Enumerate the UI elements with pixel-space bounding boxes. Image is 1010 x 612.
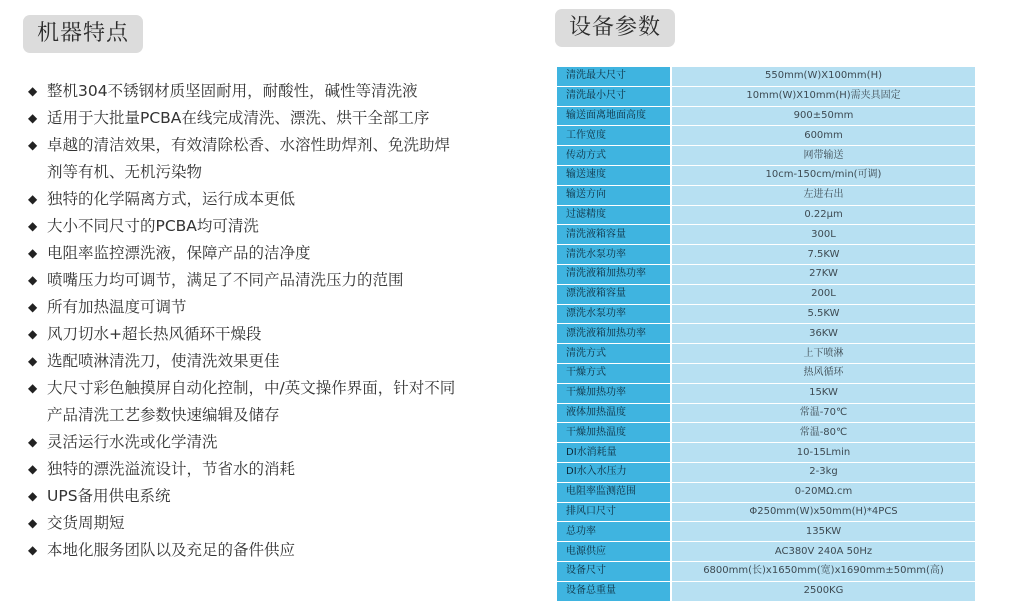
param-value: 27KW: [671, 264, 975, 284]
param-value: 10mm(W)X10mm(H)需夹具固定: [671, 86, 975, 106]
param-label: 排风口尺寸: [557, 502, 671, 522]
diamond-bullet-icon: ◆: [28, 489, 38, 503]
param-label: 电源供应: [557, 542, 671, 562]
param-row: [557, 462, 975, 482]
param-value: 200L: [671, 284, 975, 304]
param-label: 输送面离地面高度: [557, 106, 671, 126]
diamond-bullet-icon: ◆: [28, 246, 38, 260]
param-label: 清洗最大尺寸: [557, 67, 671, 86]
feature-item: [28, 78, 518, 105]
features-section-title: 机器特点: [23, 15, 143, 53]
param-label: 漂洗水泵功率: [557, 304, 671, 324]
param-value: 2500KG: [671, 581, 975, 601]
param-row: [557, 86, 975, 106]
feature-text: 电阻率监控漂洗液，保障产品的洁净度: [47, 244, 311, 262]
param-row: [557, 67, 975, 86]
feature-text: 交货周期短: [47, 514, 125, 532]
feature-text: 产品清洗工艺参数快速编辑及储存: [47, 406, 280, 424]
param-row: [557, 581, 975, 601]
param-value: 600mm: [671, 126, 975, 146]
param-value: 0-20MΩ.cm: [671, 482, 975, 502]
feature-item: [28, 483, 518, 510]
param-value: 0.22μm: [671, 205, 975, 225]
param-row: [557, 126, 975, 146]
feature-text: 适用于大批量PCBA在线完成清洗、漂洗、烘干全部工序: [47, 109, 430, 127]
param-label: 干燥方式: [557, 363, 671, 383]
feature-text: UPS备用供电系统: [47, 487, 171, 505]
param-row: [557, 423, 975, 443]
feature-item: [28, 159, 518, 186]
params-section-title: 设备参数: [555, 9, 675, 47]
param-value: 上下喷淋: [671, 344, 975, 364]
param-label: 液体加热温度: [557, 403, 671, 423]
param-row: [557, 264, 975, 284]
feature-text: 剂等有机、无机污染物: [47, 163, 203, 181]
param-row: [557, 304, 975, 324]
diamond-bullet-icon: ◆: [28, 219, 38, 233]
param-label: 传动方式: [557, 146, 671, 166]
param-label: DI水消耗量: [557, 443, 671, 463]
param-row: [557, 165, 975, 185]
feature-item: [28, 132, 518, 159]
param-label: 工作宽度: [557, 126, 671, 146]
feature-text: 本地化服务团队以及充足的备件供应: [47, 541, 296, 559]
param-row: [557, 561, 975, 581]
param-row: [557, 106, 975, 126]
diamond-bullet-icon: ◆: [28, 138, 38, 152]
diamond-bullet-icon: ◆: [28, 300, 38, 314]
feature-item: [28, 537, 518, 564]
param-value: 常温-80℃: [671, 423, 975, 443]
param-label: 过滤精度: [557, 205, 671, 225]
param-label: 漂洗液箱容量: [557, 284, 671, 304]
feature-text: 大尺寸彩色触摸屏自动化控制，中/英文操作界面，针对不同: [47, 379, 456, 397]
feature-item: [28, 213, 518, 240]
feature-item: [28, 186, 518, 213]
param-value: 550mm(W)X100mm(H): [671, 67, 975, 86]
param-label: 清洗水泵功率: [557, 245, 671, 265]
param-value: 5.5KW: [671, 304, 975, 324]
param-label: 干燥加热温度: [557, 423, 671, 443]
diamond-bullet-icon: ◆: [28, 543, 38, 557]
param-label: 设备尺寸: [557, 561, 671, 581]
diamond-bullet-icon: ◆: [28, 111, 38, 125]
param-row: [557, 502, 975, 522]
param-value: 300L: [671, 225, 975, 245]
param-value: 热风循环: [671, 363, 975, 383]
feature-item: [28, 348, 518, 375]
param-value: 常温-70℃: [671, 403, 975, 423]
feature-item: [28, 240, 518, 267]
param-row: [557, 225, 975, 245]
param-label: 清洗液箱加热功率: [557, 264, 671, 284]
diamond-bullet-icon: ◆: [28, 327, 38, 341]
param-row: [557, 542, 975, 562]
feature-text: 风刀切水+超长热风循环干燥段: [47, 325, 262, 343]
param-value: 6800mm(长)x1650mm(宽)x1690mm±50mm(高): [671, 561, 975, 581]
feature-text: 卓越的清洁效果，有效清除松香、水溶性助焊剂、免洗助焊: [47, 136, 451, 154]
param-row: [557, 522, 975, 542]
diamond-bullet-icon: ◆: [28, 435, 38, 449]
param-value: 10-15Lmin: [671, 443, 975, 463]
param-value: 左进右出: [671, 185, 975, 205]
param-label: 总功率: [557, 522, 671, 542]
param-label: 输送方向: [557, 185, 671, 205]
features-list: [28, 78, 518, 564]
param-label: 输送速度: [557, 165, 671, 185]
param-value: 7.5KW: [671, 245, 975, 265]
param-row: [557, 185, 975, 205]
param-label: 清洗液箱容量: [557, 225, 671, 245]
param-label: 干燥加热功率: [557, 383, 671, 403]
param-row: [557, 324, 975, 344]
diamond-bullet-icon: ◆: [28, 381, 38, 395]
param-value: 36KW: [671, 324, 975, 344]
param-row: [557, 363, 975, 383]
param-value: 网带输送: [671, 146, 975, 166]
param-row: [557, 383, 975, 403]
feature-item: [28, 456, 518, 483]
feature-text: 大小不同尺寸的PCBA均可清洗: [47, 217, 259, 235]
param-value: 900±50mm: [671, 106, 975, 126]
param-label: 漂洗液箱加热功率: [557, 324, 671, 344]
param-label: 清洗最小尺寸: [557, 86, 671, 106]
param-value: 15KW: [671, 383, 975, 403]
diamond-bullet-icon: ◆: [28, 516, 38, 530]
feature-item: [28, 429, 518, 456]
feature-text: 整机304不锈钢材质坚固耐用，耐酸性，碱性等清洗液: [47, 82, 418, 100]
param-value: 135KW: [671, 522, 975, 542]
param-row: [557, 443, 975, 463]
param-row: [557, 344, 975, 364]
param-row: [557, 403, 975, 423]
diamond-bullet-icon: ◆: [28, 273, 38, 287]
param-label: 设备总重量: [557, 581, 671, 601]
diamond-bullet-icon: ◆: [28, 84, 38, 98]
feature-item: [28, 510, 518, 537]
feature-text: 独特的漂洗溢流设计，节省水的消耗: [47, 460, 296, 478]
param-row: [557, 284, 975, 304]
feature-item: [28, 294, 518, 321]
param-value: 10cm-150cm/min(可调): [671, 165, 975, 185]
diamond-bullet-icon: ◆: [28, 354, 38, 368]
param-row: [557, 205, 975, 225]
param-row: [557, 482, 975, 502]
feature-text: 灵活运行水洗或化学清洗: [47, 433, 218, 451]
param-value: AC380V 240A 50Hz: [671, 542, 975, 562]
param-value: 2-3kg: [671, 462, 975, 482]
feature-item: [28, 105, 518, 132]
feature-text: 喷嘴压力均可调节，满足了不同产品清洗压力的范围: [47, 271, 404, 289]
feature-text: 独特的化学隔离方式，运行成本更低: [47, 190, 296, 208]
diamond-bullet-icon: ◆: [28, 462, 38, 476]
feature-item: [28, 267, 518, 294]
feature-item: [28, 321, 518, 348]
param-row: [557, 146, 975, 166]
param-row: [557, 245, 975, 265]
feature-text: 所有加热温度可调节: [47, 298, 187, 316]
param-label: DI水入水压力: [557, 462, 671, 482]
param-label: 清洗方式: [557, 344, 671, 364]
feature-text: 选配喷淋清洗刀，使清洗效果更佳: [47, 352, 280, 370]
param-label: 电阻率监测范围: [557, 482, 671, 502]
feature-item: [28, 402, 518, 429]
params-table: [557, 67, 975, 602]
param-value: Φ250mm(W)x50mm(H)*4PCS: [671, 502, 975, 522]
feature-item: [28, 375, 518, 402]
diamond-bullet-icon: ◆: [28, 192, 38, 206]
